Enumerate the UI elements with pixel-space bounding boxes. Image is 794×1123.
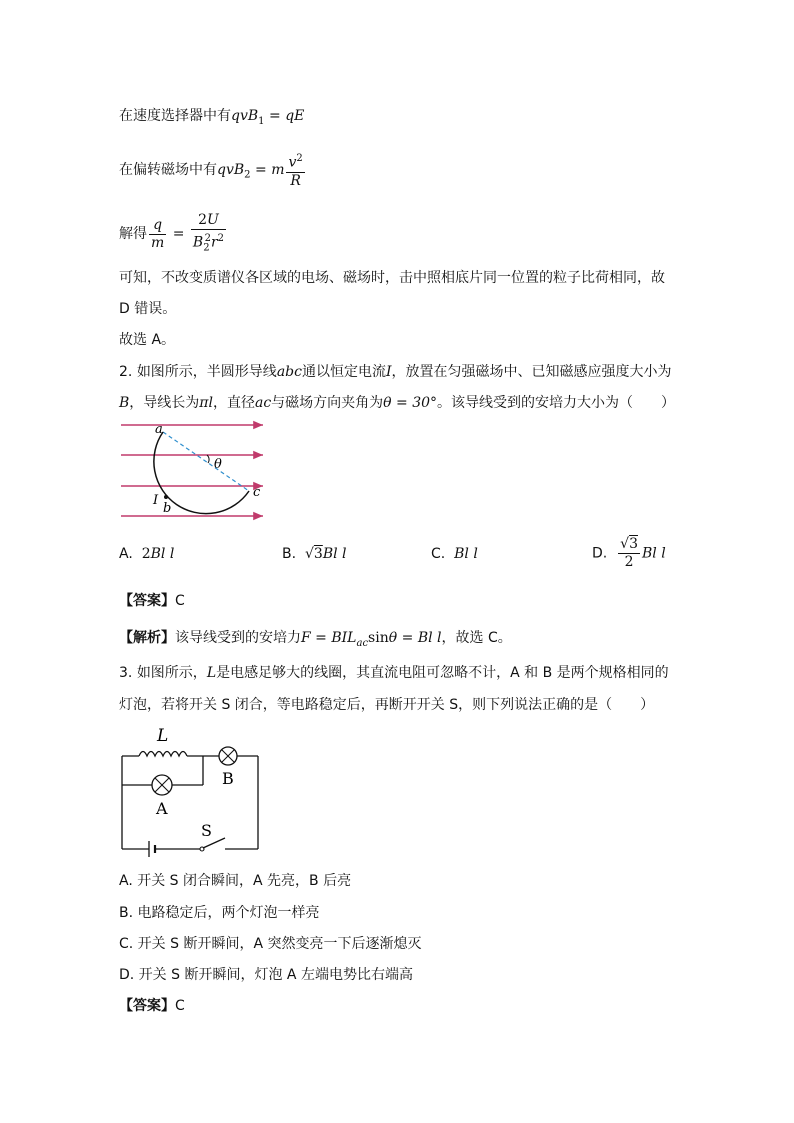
label-b: b — [163, 501, 172, 516]
option-letter: A. — [119, 546, 133, 562]
label-I: I — [153, 493, 159, 508]
q3-answer — [119, 996, 185, 1016]
sol1-choice: 故选 A。 — [119, 332, 176, 348]
math: ac — [254, 395, 272, 411]
text: 。该导线受到的安培力大小为（ ） — [437, 395, 676, 411]
math: θ = 30° — [383, 395, 438, 411]
label-a: a — [155, 422, 163, 437]
q2-answer — [119, 591, 185, 611]
text: 该导线受到的安培力 — [175, 630, 301, 646]
q2-option-a: A. 2Bl l — [119, 546, 175, 562]
option-letter: D. — [592, 545, 608, 562]
current-dot — [164, 495, 168, 499]
math: πl — [199, 395, 213, 411]
question-number: 3. — [119, 665, 133, 681]
q2-option-c: C. Bl l — [431, 546, 478, 562]
answer-value: C — [175, 593, 185, 609]
angle-arc — [207, 455, 209, 463]
math: abc — [276, 364, 302, 380]
q3-option-a: A. 开关 S 闭合瞬间，A 先亮，B 后亮 — [119, 873, 352, 889]
math: L — [206, 665, 217, 681]
text: 如图所示， — [136, 665, 207, 681]
diameter-ac — [163, 432, 249, 491]
text: ，导线长为 — [129, 395, 200, 411]
q3-option-d: D. 开关 S 断开瞬间，灯泡 A 左端电势比右端高 — [119, 967, 413, 983]
label-S: S — [201, 821, 212, 840]
text: ，直径 — [212, 395, 255, 411]
sol1-deflection-line: 在偏转磁场中有qvB$_2$ = m $\frac{v^2}{R}$ — [119, 150, 307, 190]
answer-value: C — [175, 998, 185, 1014]
math: B — [119, 395, 130, 411]
text: 与磁场方向夹角为 — [271, 395, 384, 411]
q3-option-b: B. 电路稳定后，两个灯泡一样亮 — [119, 905, 320, 921]
q3-circuit-figure — [115, 722, 265, 862]
option-letter: B. — [282, 546, 297, 562]
text: 在偏转磁场中有 — [119, 161, 217, 178]
answer-label: 【答案】 — [119, 998, 175, 1014]
sol1-velocity-selector-line: 在速度选择器中有qvB$_1$ = qE — [119, 108, 305, 127]
text: ，放置在匀强磁场中、已知磁感应强度大小为 — [391, 364, 672, 380]
question-number: 2. — [119, 364, 133, 380]
label-theta: θ — [214, 457, 222, 472]
sol1-conclusion-line1: 可知，不改变质谱仪各区域的电场、磁场时，击中照相底片同一位置的粒子比荷相同，故 — [119, 270, 665, 286]
label-A: A — [156, 799, 168, 818]
q2-stem-line1 — [119, 362, 672, 382]
label-B: B — [222, 769, 234, 788]
inductor-coil — [139, 752, 187, 757]
math: I — [385, 364, 392, 380]
q3-stem-line1 — [119, 663, 669, 683]
q2-option-d: D. $\frac{√3}{2}$ Bl l — [592, 536, 666, 570]
q3-stem-line2: 灯泡，若将开关 S 闭合，等电路稳定后，再断开开关 S，则下列说法正确的是（ ） — [119, 697, 655, 713]
label-L: L — [157, 726, 169, 746]
label-c: c — [253, 485, 261, 500]
analysis-label: 【解析】 — [119, 630, 175, 646]
text: 是电感足够大的线圈，其直流电阻可忽略不计，A 和 B 是两个规格相同的 — [216, 665, 669, 681]
sol1-conclusion-line2: D 错误。 — [119, 301, 177, 317]
text: 解得 — [119, 226, 147, 243]
q2-analysis: 【解析】该导线受到的安培力$F = BIL_{ac}\sin\theta = Bl$ l，故选 C。 — [119, 630, 512, 649]
q2-option-b: B. √3Bl l — [282, 546, 347, 562]
q2-figure — [115, 418, 270, 524]
option-letter: C. — [431, 546, 446, 562]
q3-option-c: C. 开关 S 断开瞬间，A 突然变亮一下后逐渐熄灭 — [119, 936, 422, 952]
text: ，故选 C。 — [441, 630, 512, 646]
sol1-solve-line: 解得 $\frac{q}{m}$ = $\frac{2U}{B_2^2r^2}$ — [119, 212, 225, 254]
text: 如图所示，半圆形导线 — [136, 364, 277, 380]
text: 在速度选择器中有 — [119, 108, 231, 124]
q2-stem-line2 — [119, 393, 675, 413]
answer-label: 【答案】 — [119, 593, 175, 609]
text: 通以恒定电流 — [301, 364, 386, 380]
